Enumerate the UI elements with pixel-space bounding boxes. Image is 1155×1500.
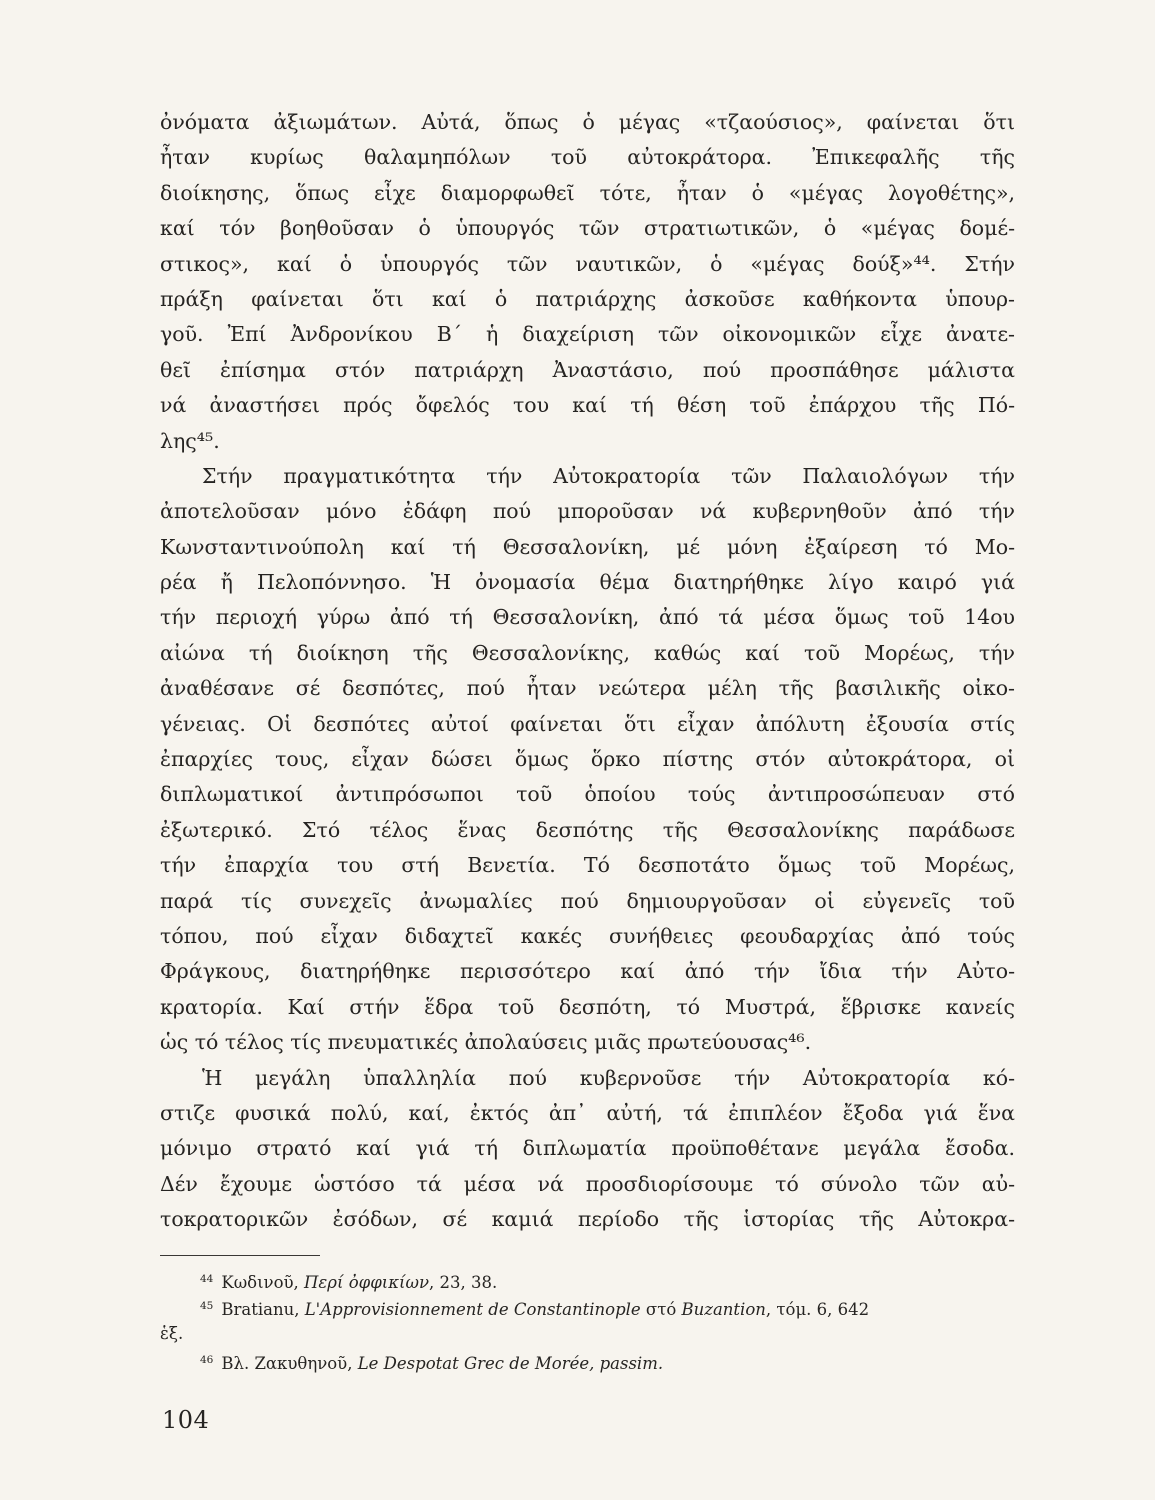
text-line: ἐξωτερικό. Στό τέλος ἕνας δεσπότης τῆς Θεσσαλονίκης παράδωσε (160, 817, 1015, 842)
text-line: ἐπαρχίες τους, εἶχαν δώσει ὅμως ὅρκο πίστης στόν αὐτοκράτορα, οἱ (160, 747, 1015, 772)
text-line: στικος», καί ὁ ὑπουργός τῶν ναυτικῶν, ὁ «μέγας δούξ»⁴⁴. Στήν (160, 251, 1015, 276)
footnote-45-continuation: ἑξ. (160, 1324, 184, 1343)
text-line: καί τόν βοηθοῦσαν ὁ ὑπουργός τῶν στρατιωτικῶν, ὁ «μέγας δομέ- (160, 216, 1015, 241)
text-line: νά ἀναστήσει πρός ὄφελός του καί τή θέση τοῦ ἐπάρχου τῆς Πό- (160, 393, 1015, 418)
text-line: τήν περιοχή γύρω ἀπό τή Θεσσαλονίκη, ἀπό τά μέσα ὅμως τοῦ 14ου (160, 605, 1015, 630)
footnote-divider (160, 1255, 320, 1256)
text-line: γοῦ. Ἐπί Ἀνδρονίκου Β΄ ἡ διαχείριση τῶν οἰκονομικῶν εἶχε ἀνατε- (160, 322, 1015, 347)
footnote-46 (160, 1347, 1020, 1374)
text-line: τοκρατορικῶν ἐσόδων, σέ καμιά περίοδο τῆς ἱστορίας τῆς Αὐτοκρα- (160, 1207, 1015, 1232)
footnote-44 (160, 1266, 1020, 1293)
text-line: ὀνόματα ἀξιωμάτων. Αὐτά, ὅπως ὁ μέγας «τζαούσιος», φαίνεται ὅτι (160, 110, 1015, 134)
text-line: Φράγκους, διατηρήθηκε περισσότερο καί ἀπό τήν ἴδια τήν Αὐτο- (160, 959, 1015, 984)
footnotes (160, 1266, 1020, 1374)
footnote-number: 46 (200, 1354, 214, 1366)
footnote-author: Bratianu, (221, 1300, 305, 1319)
text-line: ἦταν κυρίως θαλαμηπόλων τοῦ αὐτοκράτορα. Ἐπικεφαλῆς τῆς (160, 145, 1015, 170)
text-line: τόπου, πού εἶχαν διδαχτεῖ κακές συνήθειες φεουδαρχίας ἀπό τούς (160, 923, 1015, 948)
text-line: διπλωματικοί ἀντιπρόσωποι τοῦ ὁποίου τούς ἀντιπροσώπευαν στό (160, 782, 1015, 807)
text-line: ἀναθέσανε σέ δεσπότες, πού ἦταν νεώτερα μέλη τῆς βασιλικῆς οἰκο- (160, 676, 1015, 701)
text-line: ὡς τό τέλος τίς πνευματικές ἀπολαύσεις μιᾶς πρωτεύουσας⁴⁶. (160, 1030, 812, 1055)
text-line: Κωνσταντινούπολη καί τή Θεσσαλονίκη, μέ μόνη ἐξαίρεση τό Μο- (160, 534, 1015, 559)
footnote-45 (160, 1293, 1020, 1320)
footnote-journal: Buzantion (681, 1300, 766, 1319)
text-line: ἀποτελοῦσαν μόνο ἐδάφη πού μποροῦσαν νά κυβερνηθοῦν ἀπό τήν (160, 499, 1015, 524)
paragraph-start-line: Ἡ μεγάλη ὑπαλληλία πού κυβερνοῦσε τήν Αὐτοκρατορία κό- (202, 1065, 1015, 1090)
text-line: τήν ἐπαρχία του στή Βενετία. Τό δεσποτάτο ὅμως τοῦ Μορέως, (160, 853, 1015, 878)
footnote-title: Le Despotat Grec de Morée, passim. (357, 1354, 664, 1373)
body-text (160, 105, 1015, 1238)
text-line: αἰώνα τή διοίκηση τῆς Θεσσαλονίκης, καθώς καί τοῦ Μορέως, τήν (160, 640, 1015, 665)
text-line: κρατορία. Καί στήν ἕδρα τοῦ δεσπότη, τό Μυστρά, ἕβρισκε κανείς (160, 994, 1015, 1019)
text-line: στιζε φυσικά πολύ, καί, ἐκτός ἀπ᾿ αὐτή, τά ἐπιπλέον ἔξοδα γιά ἕνα (160, 1100, 1015, 1125)
footnote-title: L'Approvisionnement de Constantinople (304, 1300, 641, 1319)
footnote-title: Περί ὀφφικίων (304, 1273, 429, 1292)
text-line: λης⁴⁵. (160, 428, 220, 453)
text-line: ρέα ἤ Πελοπόννησο. Ἡ ὀνομασία θέμα διατηρήθηκε λίγο καιρό γιά (160, 570, 1015, 595)
footnote-connector: στό (640, 1300, 682, 1319)
footnote-author: Κωδινοῦ, (221, 1273, 305, 1292)
text-line: γένειας. Οἱ δεσπότες αὐτοί φαίνεται ὅτι εἶχαν ἀπόλυτη ἐξουσία στίς (160, 711, 1015, 736)
text-line: θεῖ ἐπίσημα στόν πατριάρχη Ἀναστάσιο, πού προσπάθησε μάλιστα (160, 357, 1015, 382)
text-line: πράξη φαίνεται ὅτι καί ὁ πατριάρχης ἀσκοῦσε καθήκοντα ὑπουρ- (160, 286, 1015, 311)
footnote-reference: , τόμ. 6, 642 (765, 1300, 870, 1319)
footnote-author: Βλ. Ζακυθηνοῦ, (221, 1354, 358, 1373)
text-line: παρά τίς συνεχεῖς ἀνωμαλίες πού δημιουργοῦσαν οἱ εὐγενεῖς τοῦ (160, 888, 1015, 913)
page-number: 104 (162, 1406, 210, 1434)
footnote-number: 44 (200, 1273, 214, 1285)
footnote-number: 45 (200, 1300, 214, 1312)
text-line: Δέν ἔχουμε ὡστόσο τά μέσα νά προσδιορίσουμε τό σύνολο τῶν αὐ- (160, 1171, 1015, 1196)
text-line: διοίκησης, ὅπως εἶχε διαμορφωθεῖ τότε, ἦταν ὁ «μέγας λογοθέτης», (160, 180, 1015, 205)
footnote-reference: , 23, 38. (429, 1273, 498, 1292)
text-line: μόνιμο στρατό καί γιά τή διπλωματία προϋποθέτανε μεγάλα ἔσοδα. (160, 1136, 1015, 1161)
paragraph-start-line: Στήν πραγματικότητα τήν Αὐτοκρατορία τῶν Παλαιολόγων τήν (202, 463, 1015, 488)
